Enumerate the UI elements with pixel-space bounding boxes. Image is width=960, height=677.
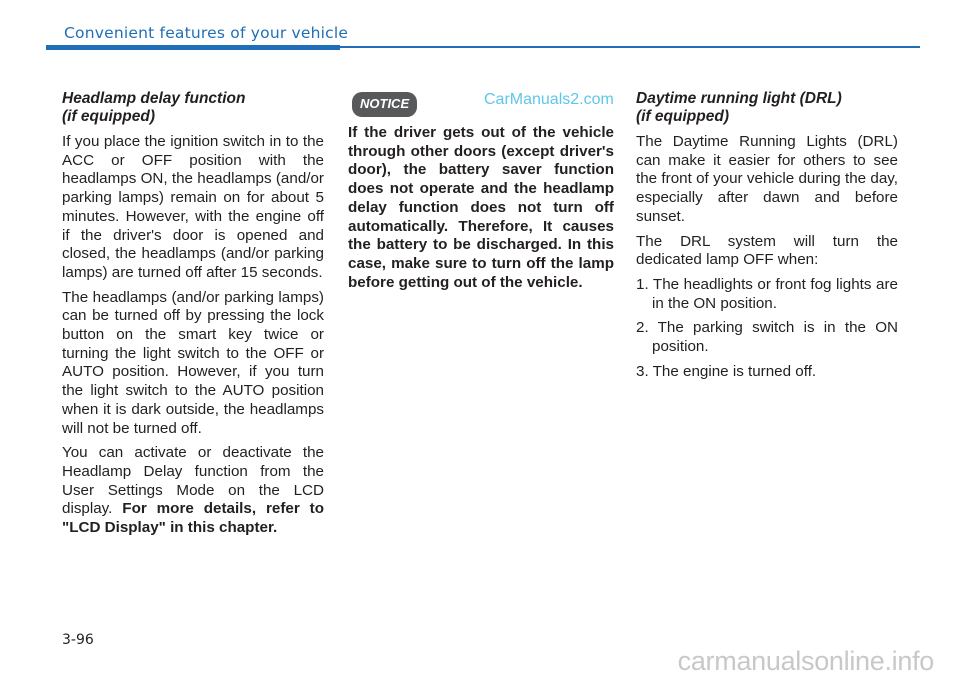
section-header-title: Convenient features of your vehicle — [64, 24, 349, 42]
list-item: 3. The engine is turned off. — [636, 362, 817, 380]
list-item: 1. The headlights or front fog lights are in the ON position. — [636, 275, 898, 312]
notice-header — [348, 90, 614, 116]
notice-text: If the driver gets out of the vehicle through other doors (except driver's door), the battery saver function does not operate and the headlamp delay function does not turn off automatically. Therefore, It causes the battery to be discharged. In this case, make sure to turn off the lamp before getting out of the vehicle. — [348, 124, 614, 291]
heading-line-2: (if equipped) — [636, 108, 729, 125]
paragraph-text: You can activate or deactivate the Headlamp Delay function from the User Settings Mode on the LCD display. — [62, 444, 324, 518]
footer-watermark: carmanualsonline.info — [677, 646, 934, 676]
paragraph: The Daytime Running Lights (DRL) can make it easier for others to see the front of your vehicle during the day, especially after dawn and before sunset. — [636, 133, 898, 225]
site-watermark: CarManuals2.com — [484, 91, 614, 108]
condition-list — [636, 276, 898, 382]
heading-line-2: (if equipped) — [62, 108, 155, 125]
paragraph: The headlamps (and/or parking lamps) can be turned off by pressing the lock button on the smart key twice or turning the light switch to the OFF or AUTO position. However, if you turn the light switch to the AUTO position when it is dark outside, the headlamps will not be turned off. — [62, 288, 324, 437]
paragraph: If you place the ignition switch in to the ACC or OFF position with the headlamps ON, the headlamps (and/or parking lamps) remain on for about 5 minutes. However, with the engine off if the driver's door is opened and closed, the headlamps (and/or parking lamps) are turned off after 15 seconds. — [62, 133, 324, 281]
middle-column — [348, 90, 614, 292]
header-accent-bar — [46, 45, 340, 50]
heading-line-1: Headlamp delay function — [62, 90, 246, 107]
page-number: 3-96 — [62, 632, 94, 648]
paragraph: The DRL system will turn the dedicated lamp OFF when: — [636, 232, 898, 269]
notice-badge: NOTICE — [352, 92, 417, 117]
right-column — [636, 90, 898, 387]
heading-line-1: Daytime running light (DRL) — [636, 90, 842, 107]
reference-note: For more details, refer to "LCD Display" in this chapter. — [62, 500, 325, 537]
paragraph — [62, 444, 324, 538]
left-column — [62, 90, 324, 544]
list-item: 2. The parking switch is in the ON position. — [636, 319, 898, 356]
headlamp-delay-heading — [62, 90, 324, 126]
header-rule — [340, 46, 920, 48]
drl-heading — [636, 90, 898, 126]
